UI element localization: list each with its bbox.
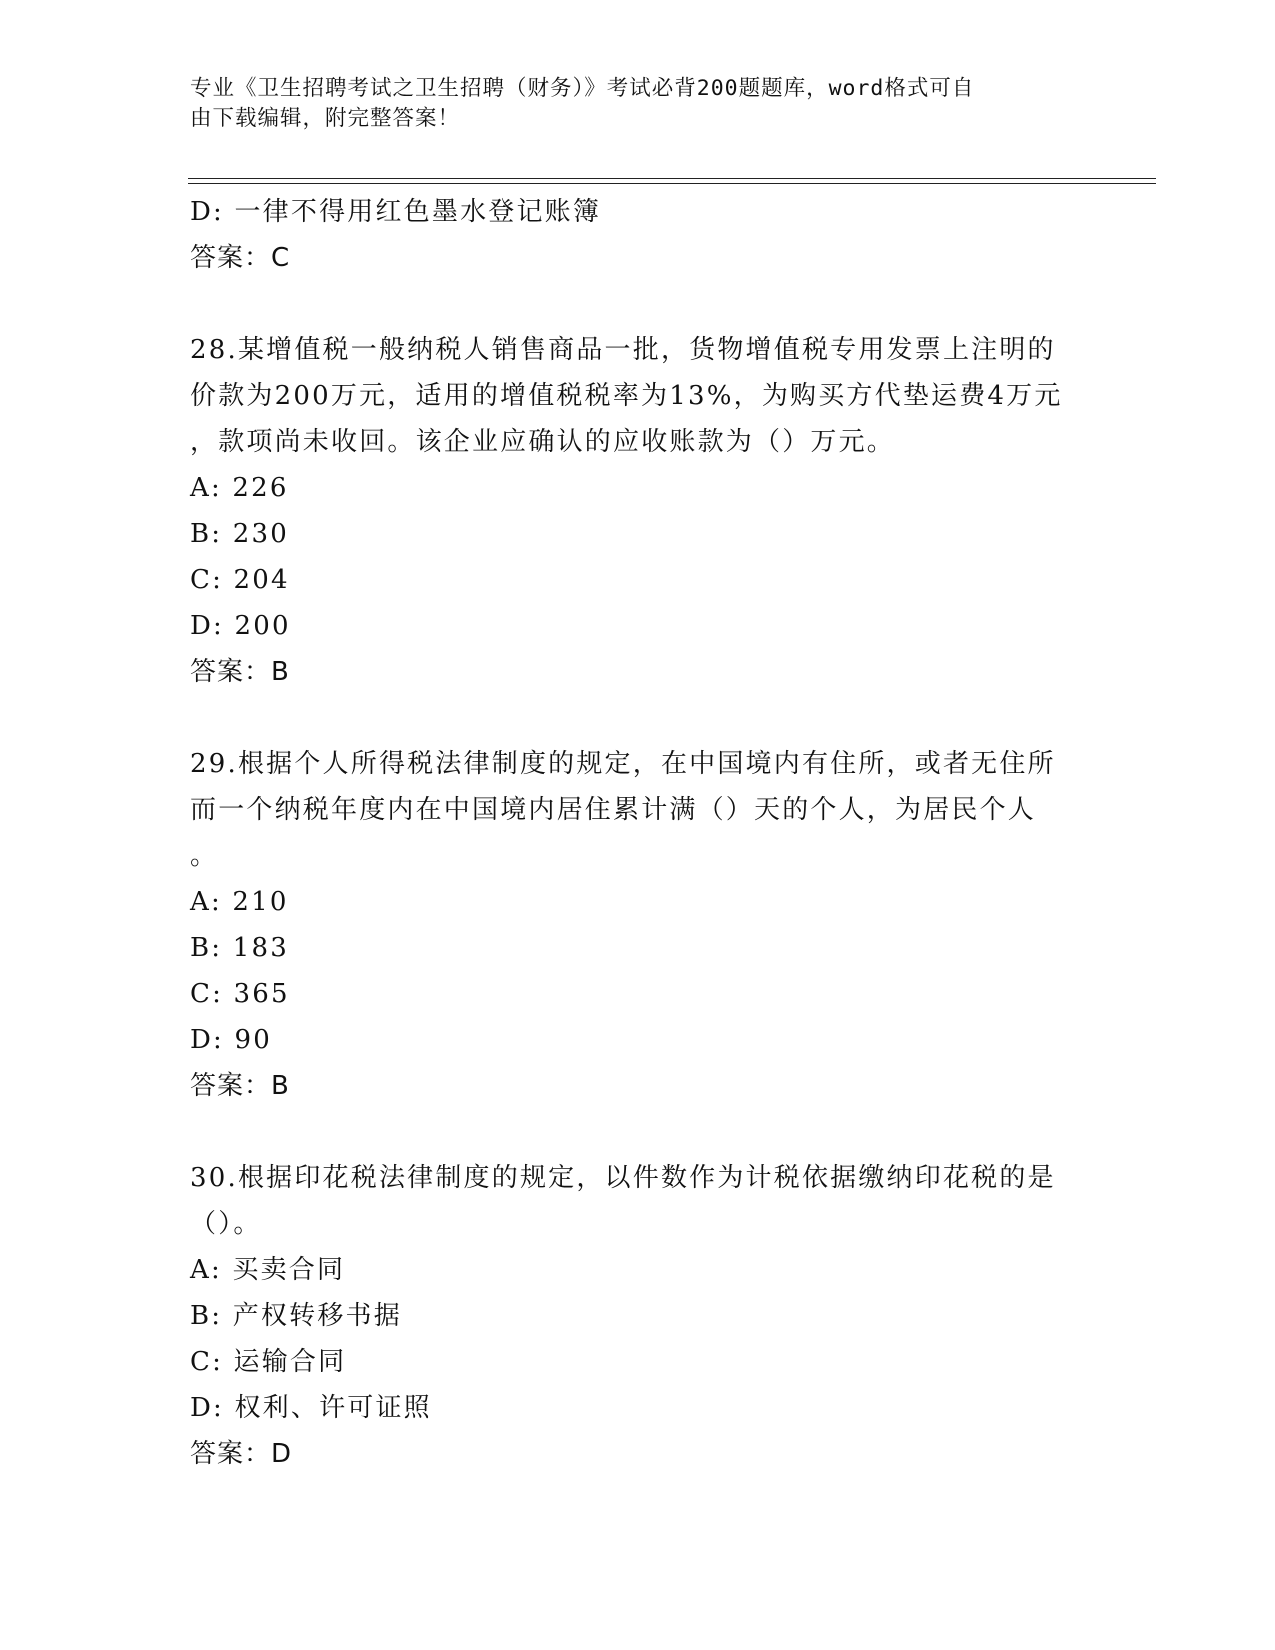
option-d: D: 90 xyxy=(190,1025,272,1055)
option-b: B: 230 xyxy=(190,519,289,549)
option-d: D: 一律不得用红色墨水登记账簿 xyxy=(190,197,602,227)
question-29 xyxy=(190,741,1090,1109)
question-text-line: 29.根据个人所得税法律制度的规定，在中国境内有住所，或者无住所 xyxy=(190,749,1056,779)
option-b: B: 产权转移书据 xyxy=(190,1301,402,1331)
page-header xyxy=(190,74,1070,134)
option-b: B: 183 xyxy=(190,933,289,963)
question-text-line: 28.某增值税一般纳税人销售商品一批，货物增值税专用发票上注明的 xyxy=(190,335,1056,365)
previous-question-tail xyxy=(190,189,1090,281)
option-a: A: 210 xyxy=(190,887,289,917)
option-c: C: 运输合同 xyxy=(190,1347,347,1377)
answer-label: 答案：B xyxy=(190,1071,290,1101)
option-d: D: 权利、许可证照 xyxy=(190,1393,432,1423)
spacer xyxy=(190,1109,1090,1155)
header-line-2: 由下载编辑，附完整答案！ xyxy=(190,106,461,131)
header-line-1: 专业《卫生招聘考试之卫生招聘（财务）》考试必背200题题库，word格式可自 xyxy=(190,76,975,101)
option-c: C: 204 xyxy=(190,565,290,595)
option-a: A: 226 xyxy=(190,473,289,503)
question-28 xyxy=(190,327,1090,695)
question-text-line: 价款为200万元，适用的增值税税率为13%，为购买方代垫运费4万元 xyxy=(190,381,1063,411)
question-30 xyxy=(190,1155,1090,1477)
question-text-line: 而一个纳税年度内在中国境内居住累计满（）天的个人，为居民个人 xyxy=(190,795,1037,825)
spacer xyxy=(190,695,1090,741)
spacer xyxy=(190,281,1090,327)
answer-label: 答案：D xyxy=(190,1439,293,1469)
answer-label: 答案：B xyxy=(190,657,290,687)
header-divider-top xyxy=(188,178,1156,179)
header-divider-bottom xyxy=(188,183,1156,184)
answer-label: 答案：C xyxy=(190,243,291,273)
option-a: A: 买卖合同 xyxy=(190,1255,346,1285)
question-text-line: 。 xyxy=(190,841,219,871)
question-text-line: ，款项尚未收回。该企业应确认的应收账款为（）万元。 xyxy=(190,427,896,457)
question-text-line: （）。 xyxy=(190,1209,262,1239)
question-content xyxy=(190,189,1090,1477)
option-c: C: 365 xyxy=(190,979,290,1009)
question-text-line: 30.根据印花税法律制度的规定，以件数作为计税依据缴纳印花税的是 xyxy=(190,1163,1056,1193)
option-d: D: 200 xyxy=(190,611,291,641)
